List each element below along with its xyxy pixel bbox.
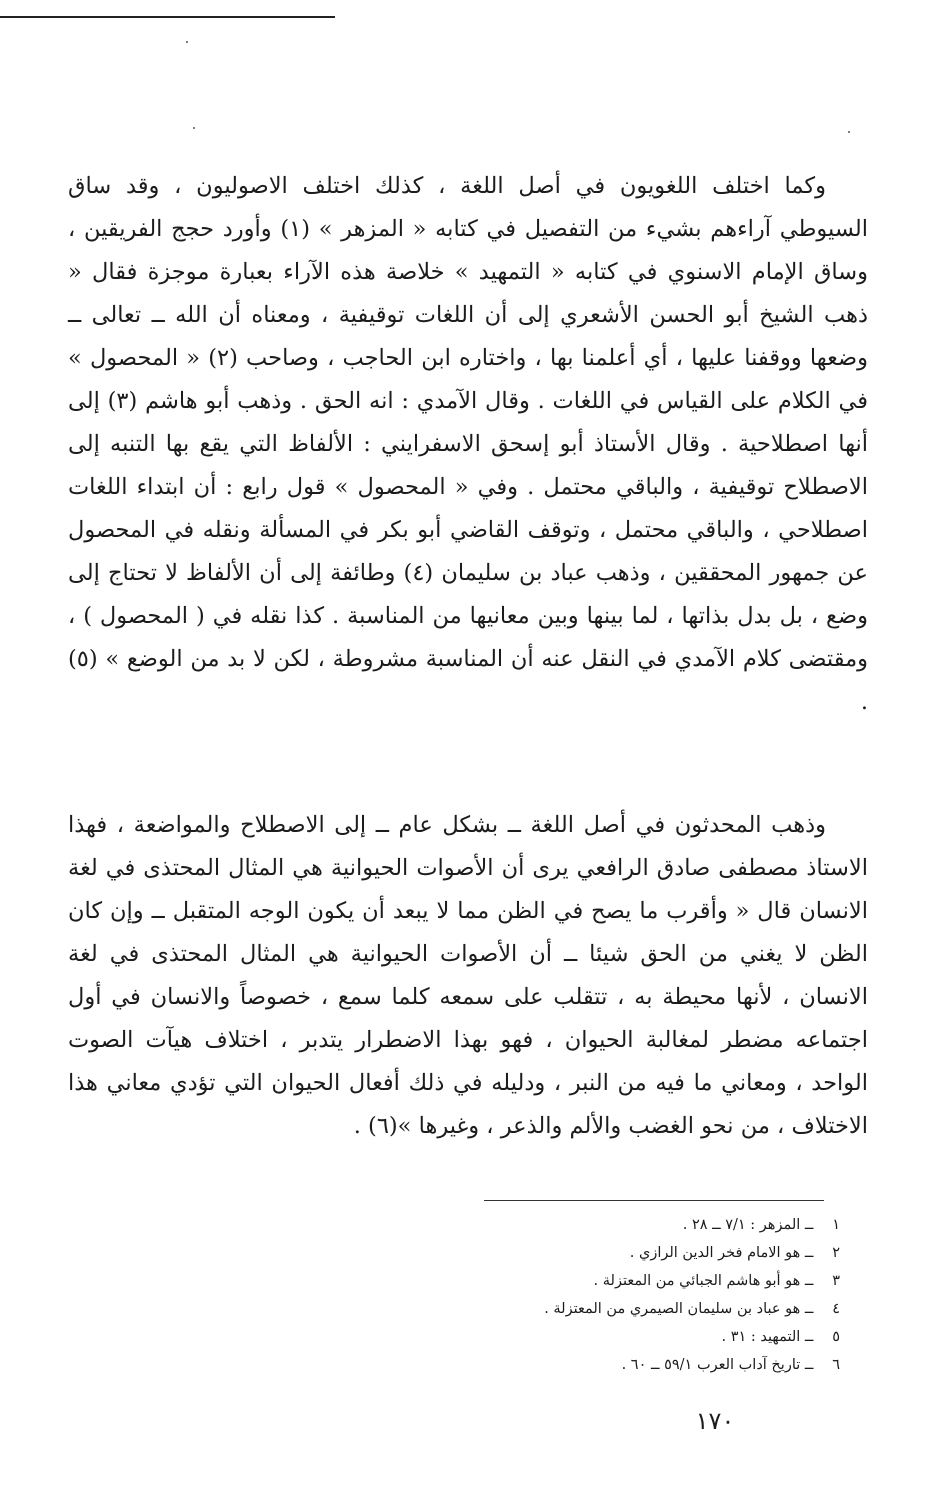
footnote-text: ــ هو عباد بن سليمان الصيمري من المعتزلة .	[544, 1301, 814, 1317]
body-paragraph-1	[68, 165, 868, 724]
footnote-item	[440, 1239, 840, 1267]
footnote-text: ــ التمهيد : ٣١ .	[721, 1329, 814, 1345]
footnote-text: ــ المزهر : ٧/١ ــ ٢٨ .	[682, 1217, 814, 1233]
body-paragraph-2	[68, 804, 868, 1148]
header-rule	[0, 16, 335, 18]
page-number: ١٧٠	[695, 1407, 735, 1435]
footnote-number: ٦	[832, 1357, 840, 1373]
footnote-item	[440, 1211, 840, 1239]
footnote-number: ١	[832, 1217, 840, 1233]
footnote-number: ٣	[832, 1273, 840, 1289]
footnote-number: ٢	[832, 1245, 840, 1261]
footnote-separator	[484, 1200, 824, 1201]
footnote-item	[440, 1323, 840, 1351]
footnotes-list	[440, 1211, 840, 1379]
scan-speck	[193, 127, 195, 129]
footnote-number: ٤	[832, 1301, 840, 1317]
footnote-text: ــ هو الامام فخر الدين الرازي .	[629, 1245, 814, 1261]
scan-speck	[186, 41, 188, 43]
paragraph-text: وذهب المحدثون في أصل اللغة ــ بشكل عام ــ إلى الاصطلاح والمواضعة ، فهذا الاستاذ مصطفى صادق الرافعي يرى أن الأصوات الحيوانية هي المثال المحتذى في لغة الانسان قال « وأقرب ما يصح في الظن مما لا يبعد أن يكون الوجه المتقبل ــ وإن كان الظن لا يغني من الحق شيئا ــ أن الأصوات الحيوانية هي المثال المحتذى في لغة الانسان ، لأنها محيطة به ، تتقلب على سمعه كلما سمع ، خصوصاً والانسان في أول اجتماعه مضطر لمغالبة الحيوان ، فهو بهذا الاضطرار يتدبر ، اختلاف هيآت الصوت الواحد ، ومعاني ما فيه من النبر ، ودليله في ذلك أفعال الحيوان التي تؤدي معاني هذا الاختلاف ، من نحو الغضب والألم والذعر ، وغيرها »(٦) .	[68, 812, 868, 1139]
footnote-text: ــ تاريخ آداب العرب ٥٩/١ ــ ٦٠ .	[621, 1357, 814, 1373]
footnote-text: ــ هو أبو هاشم الجبائي من المعتزلة .	[593, 1273, 814, 1289]
footnote-number: ٥	[832, 1329, 840, 1345]
scan-speck	[848, 131, 850, 133]
footnote-item	[440, 1351, 840, 1379]
footnote-item	[440, 1295, 840, 1323]
footnote-item	[440, 1267, 840, 1295]
paragraph-text: وكما اختلف اللغويون في أصل اللغة ، كذلك اختلف الاصوليون ، وقد ساق السيوطي آراءهم بشيء من التفصيل في كتابه « المزهر » (١) وأورد حجج الفريقين ، وساق الإمام الاسنوي في كتابه « التمهيد » خلاصة هذه الآراء بعبارة موجزة فقال « ذهب الشيخ أبو الحسن الأشعري إلى أن اللغات توقيفية ، ومعناه أن الله ــ تعالى ــ وضعها ووقفنا عليها ، أي أعلمنا بها ، واختاره ابن الحاجب ، وصاحب (٢) « المحصول » في الكلام على القياس في اللغات . وقال الآمدي : انه الحق . وذهب أبو هاشم (٣) إلى أنها اصطلاحية . وقال الأستاذ أبو إسحق الاسفرايني : الألفاظ التي يقع بها التنبه إلى الاصطلاح توقيفية ، والباقي محتمل . وفي « المحصول » قول رابع : أن ابتداء اللغات اصطلاحي ، والباقي محتمل ، وتوقف القاضي أبو بكر في المسألة ونقله في المحصول عن جمهور المحققين ، وذهب عباد بن سليمان (٤) وطائفة إلى أن الألفاظ لا تحتاج إلى وضع ، بل بدل بذاتها ، لما بينها وبين معانيها من المناسبة . كذا نقله في ( المحصول ) ، ومقتضى كلام الآمدي في النقل عنه أن المناسبة مشروطة ، لكن لا بد من الوضع » (٥) .	[68, 173, 869, 715]
